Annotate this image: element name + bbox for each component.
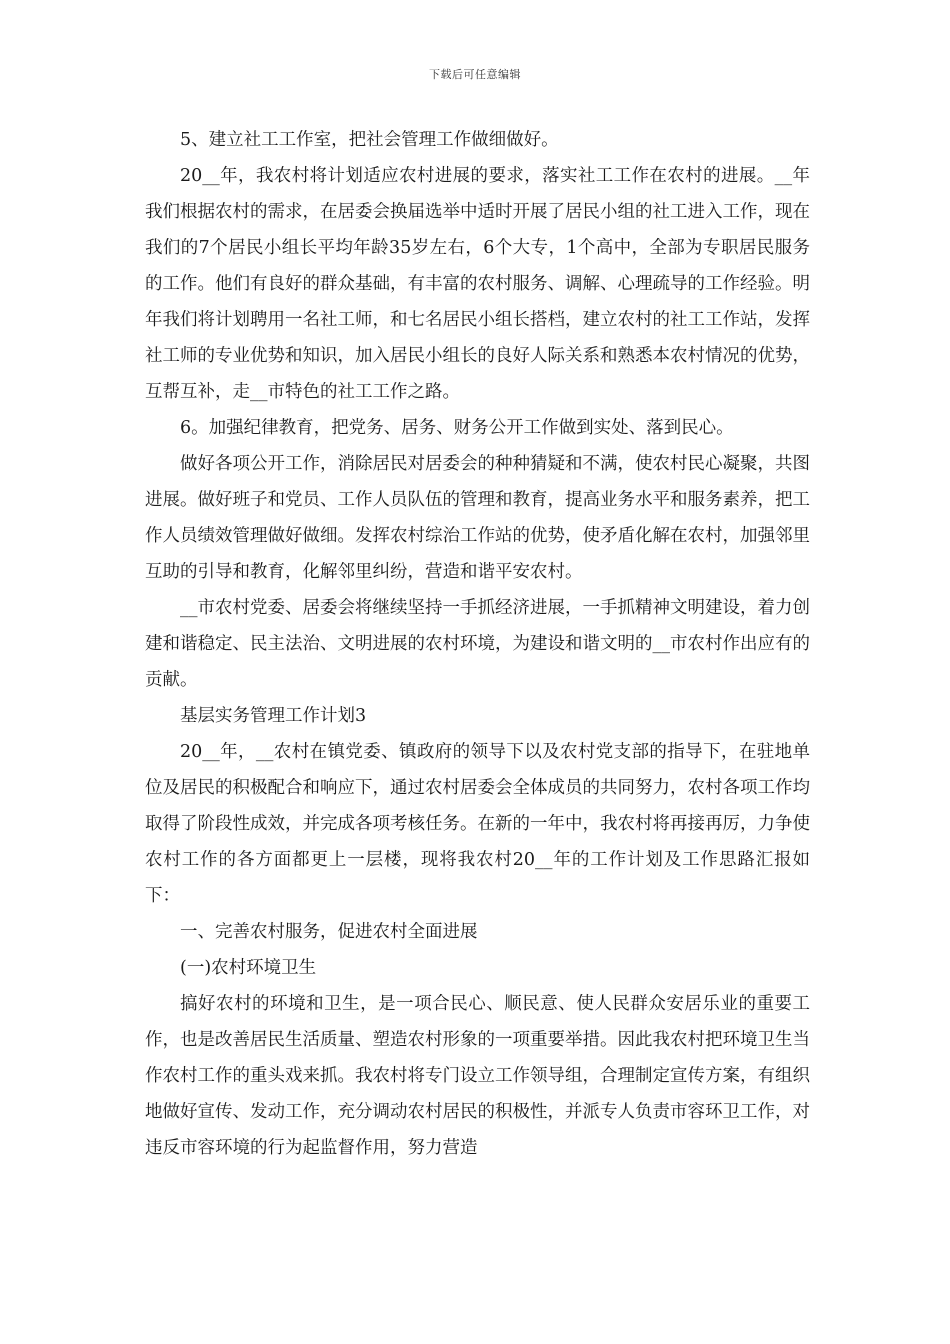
section-title-plan-3: 基层实务管理工作计划3 bbox=[180, 706, 367, 726]
document-body bbox=[145, 122, 810, 1166]
paragraph-plan-intro: 20__年，__农村在镇党委、镇政府的领导下以及农村党支部的指导下，在驻地单位及居民的积极配合和响应下，通过农村居委会全体成员的共同努力，农村各项工作均取得了阶段性成效，并完成各项考核任务。在新的一年中，我农村将再接再厉，力争使农村工作的各方面都更上一层楼，现将我农村20__年的工作计划及工作思路汇报如下： bbox=[145, 742, 810, 906]
page-header: 下载后可任意编辑 bbox=[429, 68, 521, 81]
paragraph-environment: 搞好农村的环境和卫生，是一项合民心、顺民意、使人民群众安居乐业的重要工作，也是改善居民生活质量、塑造农村形象的一项重要举措。因此我农村把环境卫生当作农村工作的重头戏来抓。我农村将专门设立工作领导组，合理制定宣传方案，有组织地做好宣传、发动工作，充分调动农村居民的积极性，并派专人负责市容环卫工作，对违反市容环境的行为起监督作用，努力营造 bbox=[145, 994, 810, 1158]
paragraph-conclusion: __市农村党委、居委会将继续坚持一手抓经济进展，一手抓精神文明建设，着力创建和谐稳定、民主法治、文明进展的农村环境，为建设和谐文明的__市农村作出应有的贡献。 bbox=[145, 598, 810, 690]
paragraph-social-work: 20__年，我农村将计划适应农村进展的要求，落实社工工作在农村的进展。__年我们根据农村的需求，在居委会换届选举中适时开展了居民小组的社工进入工作，现在我们的7个居民小组长平均年龄35岁左右，6个大专，1个高中，全部为专职居民服务的工作。他们有良好的群众基础，有丰富的农村服务、调解、心理疏导的工作经验。明年我们将计划聘用一名社工师，和七名居民小组长搭档，建立农村的社工工作站，发挥社工师的专业优势和知识，加入居民小组长的良好人际关系和熟悉本农村情况的优势，互帮互补，走__市特色的社工工作之路。 bbox=[145, 166, 810, 402]
section-heading-1: 一、完善农村服务，促进农村全面进展 bbox=[180, 922, 478, 942]
paragraph-openness: 做好各项公开工作，消除居民对居委会的种种猜疑和不满，使农村民心凝聚，共图进展。做好班子和党员、工作人员队伍的管理和教育，提高业务水平和服务素养，把工作人员绩效管理做好做细。发挥农村综治工作站的优势，使矛盾化解在农村，加强邻里互助的引导和教育，化解邻里纠纷，营造和谐平安农村。 bbox=[145, 454, 810, 582]
paragraph-item-6: 6。加强纪律教育，把党务、居务、财务公开工作做到实处、落到民心。 bbox=[180, 418, 734, 438]
paragraph-item-5: 5、建立社工工作室，把社会管理工作做细做好。 bbox=[180, 130, 559, 150]
subsection-heading-1: (一)农村环境卫生 bbox=[180, 958, 317, 978]
